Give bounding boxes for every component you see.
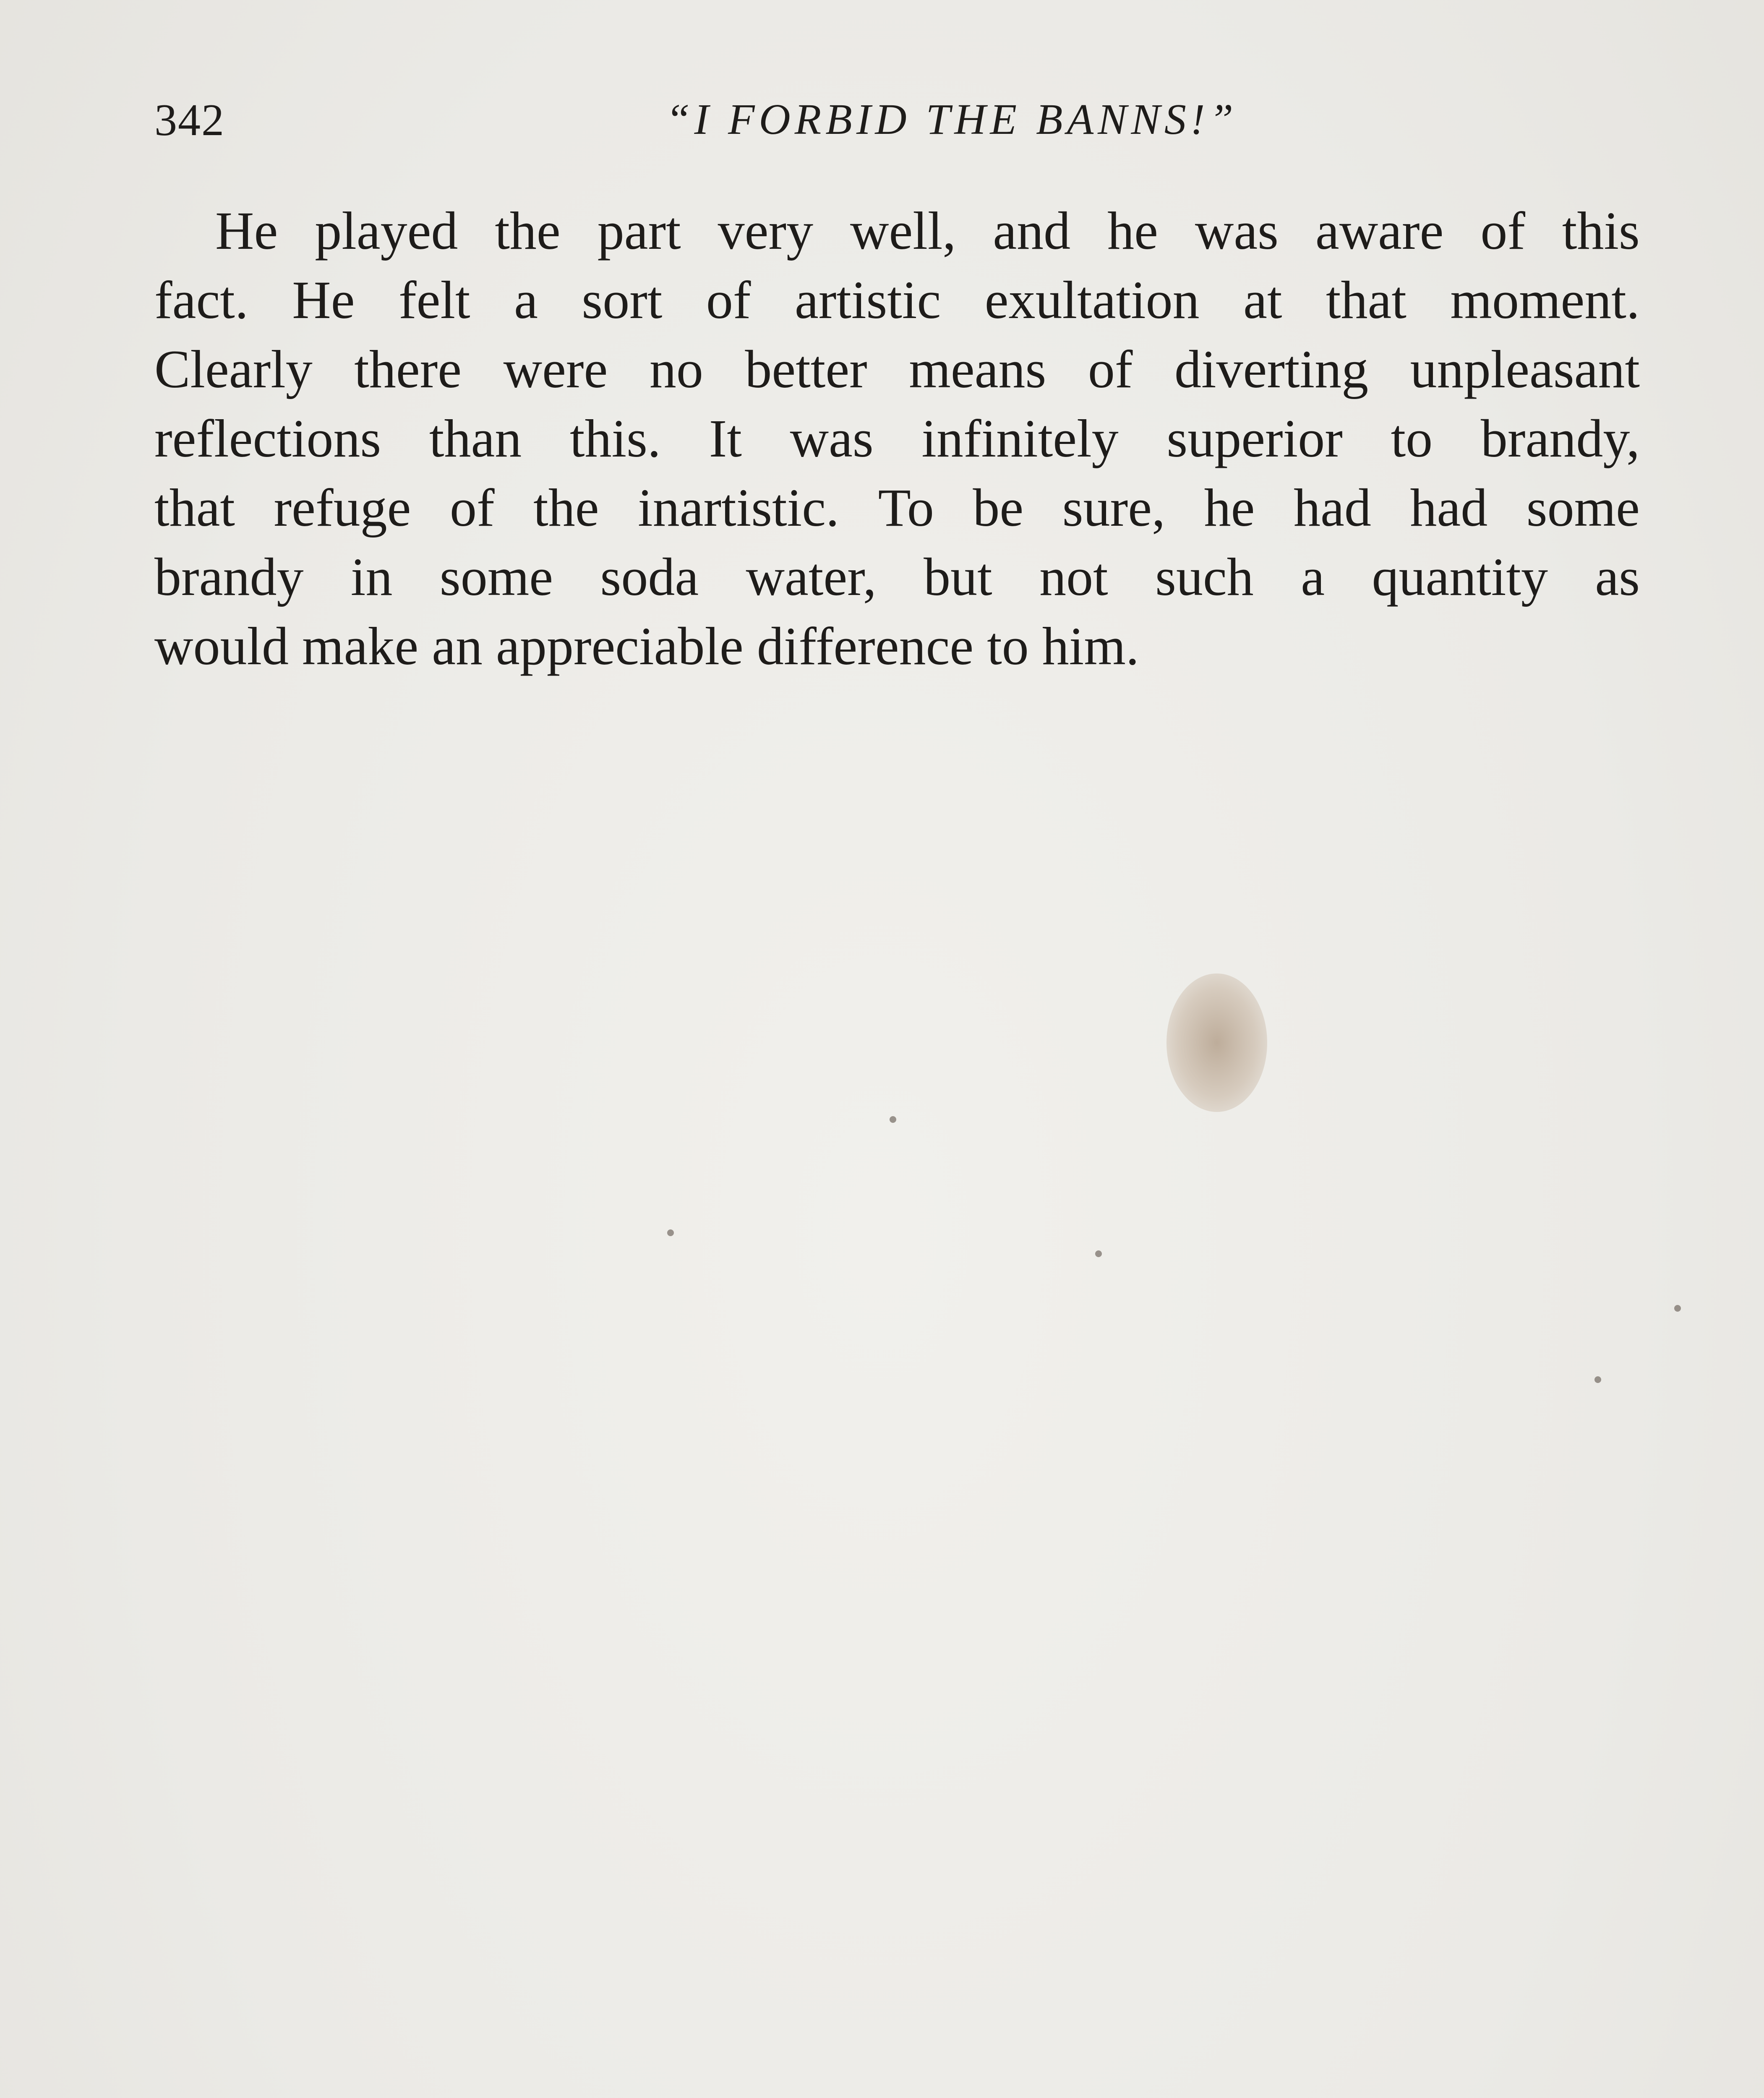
word: this xyxy=(1562,201,1640,261)
text-line: would make an appreciable difference to him. xyxy=(154,616,1139,676)
word: some xyxy=(1526,478,1640,538)
paper-speck xyxy=(1594,1376,1601,1383)
word: that xyxy=(1326,270,1407,330)
running-head xyxy=(154,86,1640,149)
paper-speck xyxy=(890,1116,896,1123)
text-line xyxy=(154,266,1640,335)
word: of xyxy=(706,270,751,330)
word: fact. xyxy=(154,270,248,330)
word: Clearly xyxy=(154,339,313,399)
paper-speck xyxy=(1095,1250,1102,1257)
page-number: 342 xyxy=(154,95,225,145)
word: he xyxy=(1204,478,1255,538)
word: there xyxy=(354,339,462,399)
word: aware xyxy=(1315,201,1444,261)
word: water, xyxy=(746,547,877,607)
text-line xyxy=(154,543,1640,612)
word: inartistic. xyxy=(638,478,839,538)
word: was xyxy=(1195,201,1279,261)
word: better xyxy=(745,339,867,399)
word: quantity xyxy=(1372,547,1548,607)
word: unpleasant xyxy=(1410,339,1640,399)
word: He xyxy=(292,270,355,330)
word: he xyxy=(1107,201,1158,261)
word: sure, xyxy=(1062,478,1166,538)
text-line xyxy=(154,335,1640,404)
word: but xyxy=(924,547,992,607)
word: some xyxy=(439,547,553,607)
body-paragraph xyxy=(154,196,1640,681)
word: diverting xyxy=(1174,339,1369,399)
word: It xyxy=(709,409,742,468)
word: of xyxy=(449,478,495,538)
word: He xyxy=(215,201,278,261)
running-title: “I FORBID THE BANNS!” xyxy=(665,95,1238,144)
word: no xyxy=(649,339,703,399)
word: very xyxy=(718,201,814,261)
word: not xyxy=(1039,547,1108,607)
paper-speck xyxy=(1674,1305,1681,1312)
word: brandy xyxy=(154,547,304,607)
word: that xyxy=(154,478,235,538)
word: had xyxy=(1410,478,1488,538)
word: infinitely xyxy=(921,409,1119,468)
word: a xyxy=(1301,547,1325,607)
word: played xyxy=(315,201,458,261)
word: as xyxy=(1595,547,1640,607)
word: be xyxy=(973,478,1024,538)
text-line xyxy=(154,404,1640,473)
word: this. xyxy=(570,409,661,468)
paper-stain xyxy=(1166,973,1267,1112)
word: the xyxy=(533,478,599,538)
word: well, xyxy=(850,201,956,261)
word: refuge xyxy=(274,478,411,538)
word: of xyxy=(1480,201,1525,261)
word: had xyxy=(1294,478,1371,538)
word: part xyxy=(597,201,681,261)
word: sort xyxy=(582,270,663,330)
word: To xyxy=(878,478,934,538)
word: superior xyxy=(1166,409,1343,468)
word: reflections xyxy=(154,409,381,468)
word: moment. xyxy=(1450,270,1640,330)
word: exultation xyxy=(984,270,1200,330)
word: was xyxy=(790,409,874,468)
word: artistic xyxy=(794,270,941,330)
word: in xyxy=(350,547,393,607)
word: felt xyxy=(399,270,470,330)
word: brandy, xyxy=(1480,409,1640,468)
word: were xyxy=(503,339,608,399)
word: to xyxy=(1391,409,1433,468)
text-line xyxy=(154,196,1640,266)
word: soda xyxy=(600,547,699,607)
word: and xyxy=(993,201,1071,261)
text-line xyxy=(154,473,1640,543)
word: at xyxy=(1243,270,1282,330)
word: such xyxy=(1155,547,1254,607)
word: a xyxy=(514,270,538,330)
word: means xyxy=(909,339,1046,399)
paper-speck xyxy=(667,1229,674,1236)
word: than xyxy=(429,409,522,468)
word: of xyxy=(1088,339,1133,399)
word: the xyxy=(495,201,561,261)
